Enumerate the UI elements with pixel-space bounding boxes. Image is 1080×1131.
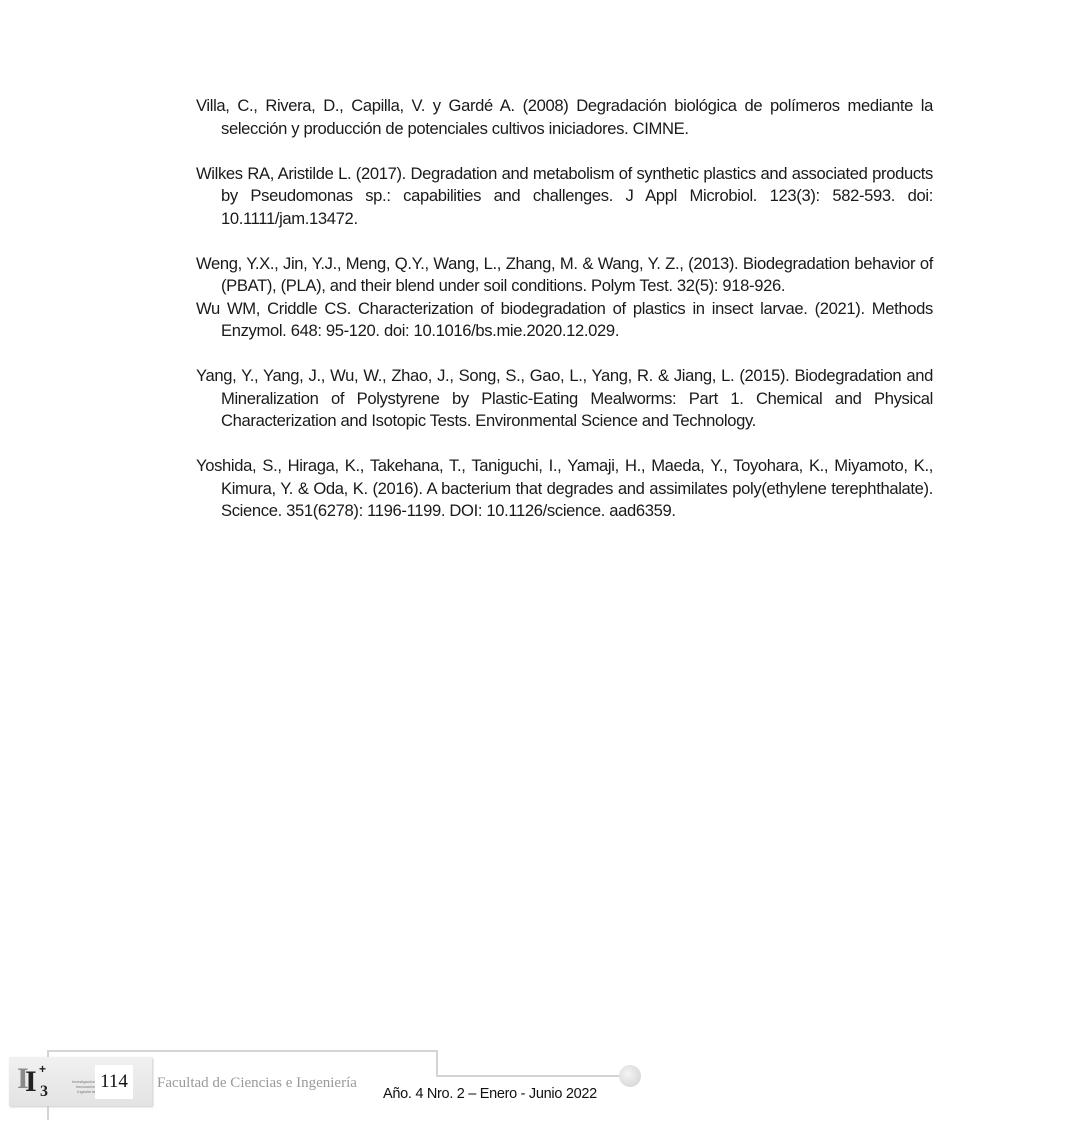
footer-rule-drop xyxy=(436,1050,438,1076)
reference-wilkes: Wilkes RA, Aristilde L. (2017). Degradation and metabolism of synthetic plastics and associated products by Pseudomonas sp.: capabilities and challenges. J Appl Microbiol. 123(3): 582-593. doi: 10.1111/jam.13472. xyxy=(196,163,933,228)
reference-weng: Weng, Y.X., Jin, Y.J., Meng, Q.Y., Wang, L., Zhang, M. & Wang, Y. Z., (2013). Biodegradation behavior of (PBAT), (PLA), and their blend under soil conditions. Polym Test. 32(5): 918-926. xyxy=(196,253,933,295)
logo-subtitle: Investigación Innovación Ingeniería xyxy=(71,1079,95,1094)
faculty-name: Facultad de Ciencias e Ingeniería xyxy=(157,1075,357,1091)
footer-rule-top xyxy=(47,1050,437,1052)
reference-villa: Villa, C., Rivera, D., Capilla, V. y Gardé A. (2008) Degradación biológica de polímeros mediante la selección y producción de potenciales cultivos iniciadores. CIMNE. xyxy=(196,96,933,138)
footer-circle-ornament xyxy=(619,1065,641,1087)
reference-wu: Wu WM, Criddle CS. Characterization of biodegradation of plastics in insect larvae. (2021). Methods Enzymol. 648: 95-120. doi: 10.1016/bs.mie.2020.12.029. xyxy=(196,298,933,340)
journal-logo-icon: I I + 3 Investigación Innovación Ingeniería xyxy=(17,1062,95,1100)
footer-rule-right xyxy=(436,1075,621,1077)
reference-yang: Yang, Y., Yang, J., Wu, W., Zhao, J., Song, S., Gao, L., Yang, R. & Jiang, L. (2015). Biodegradation and Mineralization of Polystyrene by Plastic-Eating Mealworms: Part 1. Chemical and Physical Characterization and Isotopic Tests. Environmental Science and Technology. xyxy=(196,366,933,430)
page-number-box xyxy=(95,1065,133,1099)
issue-info: Año. 4 Nro. 2 – Enero - Junio 2022 xyxy=(383,1086,597,1102)
page-number: 114 xyxy=(100,1071,128,1092)
reference-yoshida: Yoshida, S., Hiraga, K., Takehana, T., Taniguchi, I., Yamaji, H., Maeda, Y., Toyohara, K., Miyamoto, K., Kimura, Y. & Oda, K. (2016). A bacterium that degrades and assimilates poly(ethylene terephthalate). Science. 351(6278): 1196-1199. DOI: 10.1126/science. aad6359. xyxy=(196,456,933,520)
references-list xyxy=(196,95,933,545)
